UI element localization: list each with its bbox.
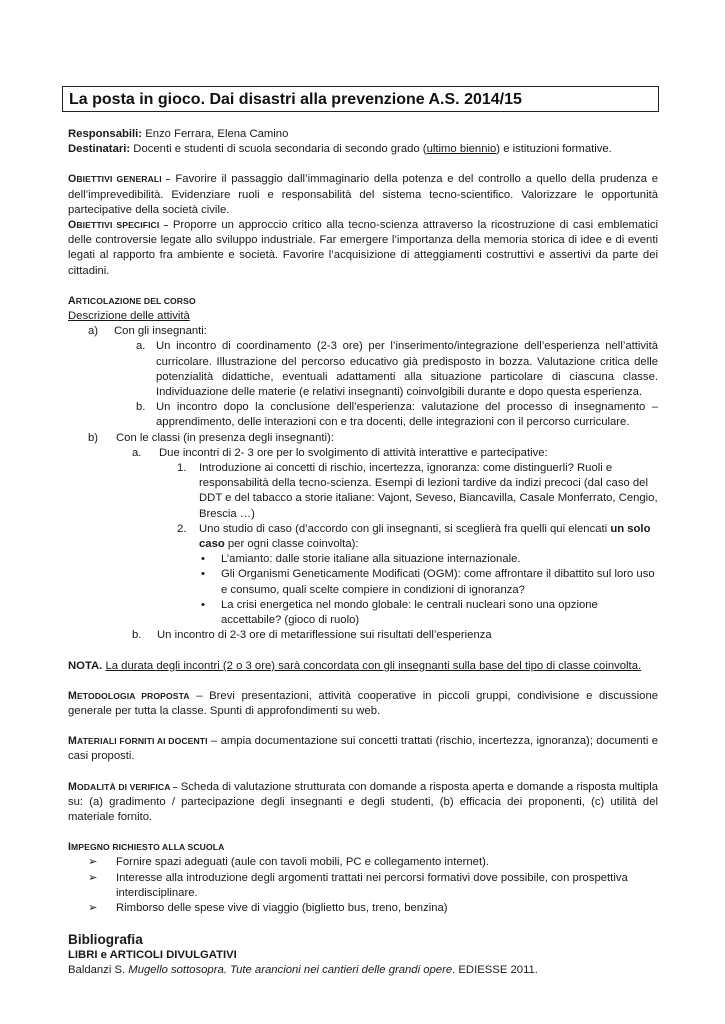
section-b-bullet bbox=[68, 567, 658, 597]
obiettivi-generali-paragraph bbox=[68, 172, 658, 218]
section-b-bullet-text: La crisi energetica nel mondo globale: le centrali nucleari sono una opzione accettabile? (gioco di ruolo) bbox=[221, 598, 598, 627]
metodologia-paragraph: METODOLOGIA PROPOSTA – Brevi presentazioni, attività cooperative in piccoli gruppi, condivisione e discussione generale per tutta la classe. Spunti di approfondimenti su web. bbox=[68, 689, 659, 717]
obiettivi-specifici-paragraph bbox=[68, 218, 658, 279]
section-a-item-b-marker: b. bbox=[136, 401, 146, 414]
nota-line bbox=[68, 659, 658, 674]
section-b-marker: b) bbox=[88, 431, 99, 444]
bibliografia-entry-title: Mugello sottosopra. Tute arancioni nei cantieri delle grandi opere bbox=[128, 964, 453, 977]
section-b-item-b bbox=[68, 628, 658, 643]
impegno-item-text: Rimborso delle spese vive di viaggio (biglietto bus, treno, benzina) bbox=[116, 901, 448, 914]
section-b-num-2 bbox=[68, 522, 658, 552]
destinatari-label: Destinatari: bbox=[68, 143, 131, 156]
modalita-paragraph bbox=[68, 780, 658, 826]
section-a-label: Con gli insegnanti: bbox=[114, 325, 207, 338]
section-b-num-2-marker: 2. bbox=[177, 522, 187, 535]
section-b-item-a-text: Due incontri di 2- 3 ore per lo svolgimento di attività interattive e partecipative: bbox=[159, 446, 548, 459]
impegno-item-text: Interesse alla introduzione degli argomenti trattati nei percorsi formativi dove possibile, con prospettiva interdisciplinare. bbox=[116, 871, 628, 899]
articolazione-subtitle: Descrizione delle attività bbox=[68, 310, 190, 323]
bibliografia-entry-author: Baldanzi S. bbox=[68, 964, 129, 977]
obiettivi-specifici-label: OBIETTIVI SPECIFICI – bbox=[68, 219, 169, 232]
section-b-item-a-marker: a. bbox=[132, 446, 142, 459]
arrow-bullet-icon: ➢ bbox=[88, 901, 98, 914]
arrow-bullet-icon: ➢ bbox=[88, 871, 98, 884]
section-b-header bbox=[68, 431, 658, 446]
nota-label: NOTA. bbox=[68, 659, 103, 672]
bibliografia-title: Bibliografia bbox=[68, 932, 143, 948]
impegno-item bbox=[68, 901, 658, 916]
section-a-item-a-text: Un incontro di coordinamento (2-3 ore) per l’inserimento/integrazione dell’esperienza nell’attività curricolare. Illustrazione del percorso educativo già predisposto in bozza. Valutazione critica delle potenzialità didattiche, eventuali adattamenti alla situazione particolare di ciascuna classe. Individuazione delle materie (e relativi insegnanti) coinvolgibili durante e dopo questa esperienza. bbox=[156, 340, 658, 399]
materiali-label: MATERIALI FORNITI AI DOCENTI bbox=[68, 735, 208, 748]
impegno-item bbox=[68, 855, 658, 870]
section-b-num-1 bbox=[68, 461, 658, 522]
section-a-item-a-marker: a. bbox=[136, 340, 146, 353]
metodologia-label: METODOLOGIA PROPOSTA bbox=[68, 689, 190, 702]
section-b-bullet bbox=[68, 598, 658, 628]
title-box bbox=[62, 86, 659, 112]
section-b-item-b-marker: b. bbox=[132, 629, 142, 642]
impegno-item-text: Fornire spazi adeguati (aule con tavoli mobili, PC e collegamento internet). bbox=[116, 856, 489, 869]
section-a-marker: a) bbox=[88, 325, 99, 338]
section-b-label: Con le classi (in presenza degli insegnanti): bbox=[116, 431, 334, 444]
responsabili-line bbox=[68, 127, 658, 142]
obiettivi-generali-text: Favorire il passaggio dall’immaginario della potenza e del controllo a quello della prudenza e dell’imprevedibilità. Evidenziare ruoli e responsabilità del sistema tecno-scientifico. Valorizzare le opportunità partecipative della società civile. bbox=[68, 173, 659, 216]
materiali-paragraph: MATERIALI FORNITI AI DOCENTI – ampia documentazione sui concetti trattati (rischio, incertezza, ignoranza); documenti e casi proposti. bbox=[68, 735, 659, 763]
document-title: La posta in gioco. Dai disastri alla prevenzione A.S. 2014/15 bbox=[69, 91, 522, 108]
section-b-num-2-text: Uno studio di caso (d’accordo con gli insegnanti, si sceglierà fra quelli qui elencati un solo caso per ogni classe coinvolta): bbox=[199, 522, 651, 551]
materiali-text: ampia documentazione sui concetti trattati (rischio, incertezza, ignoranza); documenti e casi proposti. bbox=[68, 735, 659, 763]
nota-text: La durata degli incontri (2 o 3 ore) sarà concordata con gli insegnanti sulla base del tipo di classe coinvolta. bbox=[105, 659, 642, 672]
responsabili-value: Enzo Ferrara, Elena Camino bbox=[145, 128, 289, 140]
section-a-item-b bbox=[68, 400, 658, 430]
arrow-bullet-icon: ➢ bbox=[88, 856, 98, 869]
destinatari-value-post: ) e istituzioni formative. bbox=[496, 143, 612, 156]
bullet-icon: • bbox=[201, 598, 205, 611]
section-a-item-b-text: Un incontro dopo la conclusione dell’esperienza: valutazione del processo di insegnamento – apprendimento, delle interazioni con e tra docenti, delle integrazioni con il percorso curriculare. bbox=[156, 401, 658, 429]
bullet-icon: • bbox=[201, 568, 205, 581]
section-b-bullet-text: L’amianto: dalle storie italiane alla situazione internazionale. bbox=[221, 553, 521, 566]
articolazione-heading: ARTICOLAZIONE DEL CORSO bbox=[68, 294, 196, 307]
responsabili-label: Responsabili: bbox=[68, 128, 143, 140]
section-a-header bbox=[68, 324, 658, 339]
modalita-text: Scheda di valutazione strutturata con domande a risposta aperta e domande a risposta multipla su: (a) gradimento / partecipazione degli insegnanti e degli studenti, (b) efficacia dei proponenti, (c) utilità del materiale fornito. bbox=[68, 780, 658, 823]
obiettivi-specifici-text: Proporre un approccio critico alla tecno-scienza attraverso la ricostruzione di casi emblematici delle controversie legate allo sviluppo industriale. Far emergere l’importanza della memoria storica di idee e di eventi legati al rapporto fra ambiente e società. Favorire l’acquisizione di atteggiamenti costruttivi e assertivi da parte dei cittadini. bbox=[68, 219, 658, 277]
destinatari-value-underlined: ultimo biennio bbox=[426, 143, 497, 156]
section-b-item-b-text: Un incontro di 2-3 ore di metariflessione sui risultati dell’esperienza bbox=[157, 629, 492, 642]
section-b-num-1-text: Introduzione ai concetti di rischio, incertezza, ignoranza: come distinguerli? Ruoli e responsabilità della tecno-scienza. Esempi di lezioni tardive da indizi precoci (dal caso del DDT e del tabacco a storie italiane: Vajont, Seveso, Biancavilla, Casale Monferrato, Cengio, Brescia …) bbox=[199, 462, 658, 520]
impegno-heading: IMPEGNO RICHIESTO ALLA SCUOLA bbox=[68, 841, 225, 854]
section-b-bullet bbox=[68, 552, 658, 567]
bullet-icon: • bbox=[201, 553, 205, 566]
obiettivi-generali-label: OBIETTIVI GENERALI – bbox=[68, 173, 171, 186]
section-b-item-a bbox=[68, 446, 658, 461]
document-body bbox=[68, 127, 658, 979]
bibliografia-entry bbox=[68, 963, 658, 978]
bibliografia-subtitle: LIBRI e ARTICOLI DIVULGATIVI bbox=[68, 949, 237, 962]
impegno-item bbox=[68, 871, 658, 901]
destinatari-value-pre: Docenti e studenti di scuola secondaria di secondo grado ( bbox=[133, 143, 427, 156]
section-b-num-1-marker: 1. bbox=[177, 462, 187, 475]
modalita-label: MODALITÀ DI VERIFICA – bbox=[68, 780, 178, 793]
destinatari-line bbox=[68, 142, 658, 157]
section-b-bullet-text: Gli Organismi Geneticamente Modificati (OGM): come affrontare il dibattito sul loro uso e consumo, quali scelte compiere in condizioni di ignoranza? bbox=[221, 568, 655, 596]
section-a-item-a bbox=[68, 339, 658, 400]
metodologia-text: Brevi presentazioni, attività cooperative in piccoli gruppi, condivisione e discussione generale per tutta la classe. Spunti di approfondimenti su web. bbox=[68, 689, 659, 717]
bibliografia-entry-rest: . EDIESSE 2011. bbox=[452, 964, 538, 977]
